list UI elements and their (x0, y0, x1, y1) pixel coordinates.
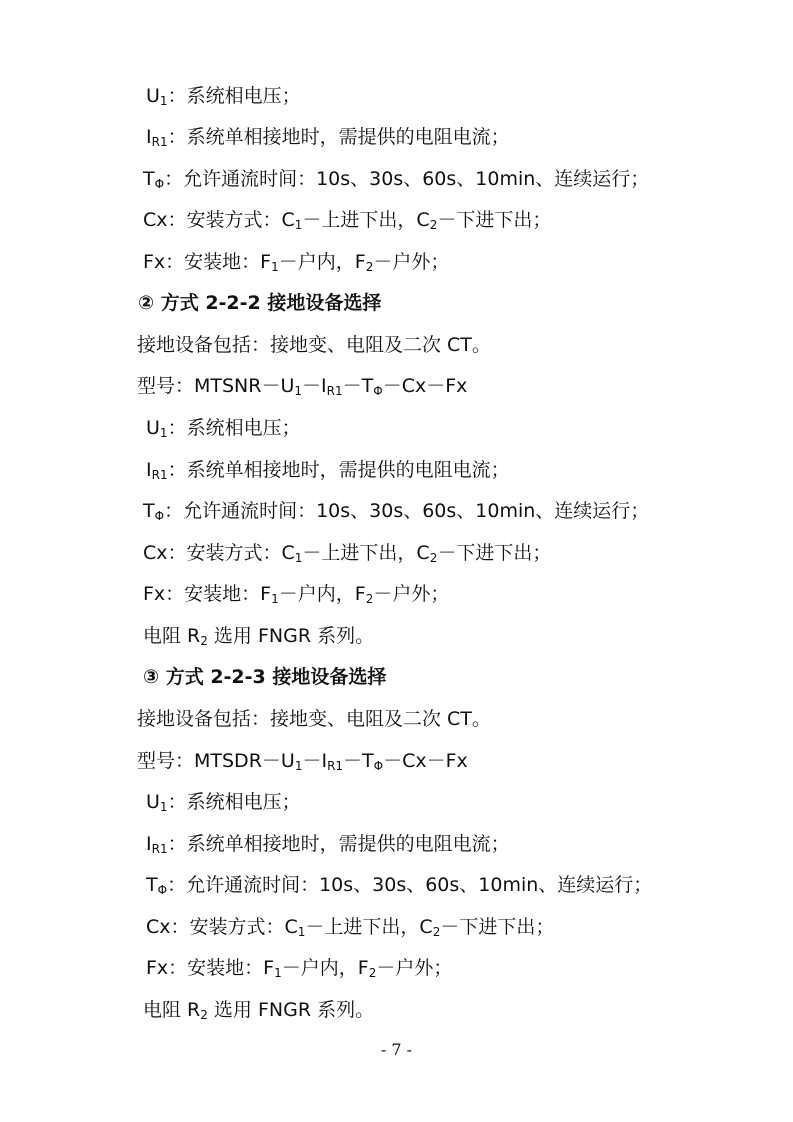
u1-definition: $U_1$：系统相电压； (146, 417, 301, 440)
section-heading-2-2-3: ③ 方式 2-2-3 接地设备选择 (143, 666, 387, 688)
tphi-definition: $T_\Phi$：允许通流时间：10s、30s、60s、10min、连续运行； (143, 500, 650, 523)
u1-definition: $U_1$：系统相电压； (146, 791, 301, 814)
cx-definition: Cx：安装方式：$C_1-$上进下出，$C_2-$下进下出； (143, 542, 552, 565)
fx-definition: Fx：安装地：$F_1-$户内，$F_2-$户外； (143, 583, 450, 606)
equipment-intro: 接地设备包括：接地变、电阻及二次 CT。 (137, 334, 491, 356)
fx-definition: Fx：安装地：$F_1-$户内，$F_2-$户外； (143, 251, 450, 274)
model-number: 型号：$MTSNR-U_1-I_{R1}-T_\Phi-Cx-Fx$ (137, 375, 468, 398)
fx-definition: Fx：安装地：$F_1-$户内，$F_2-$户外； (146, 957, 453, 980)
ir1-definition: $I_{R1}$：系统单相接地时，需提供的电阻电流； (146, 126, 510, 149)
cx-definition: Cx：安装方式：$C_1-$上进下出，$C_2-$下进下出； (143, 209, 552, 232)
model-number: 型号：$MTSDR-U_1-I_{R1}-T_\Phi-Cx-Fx$ (137, 750, 468, 773)
ir1-definition: $I_{R1}$：系统单相接地时，需提供的电阻电流； (146, 833, 510, 856)
cx-definition: Cx：安装方式：$C_1-$上进下出，$C_2-$下进下出； (146, 916, 555, 939)
ir1-definition: $I_{R1}$：系统单相接地时，需提供的电阻电流； (146, 459, 510, 482)
tphi-definition: $T_\Phi$：允许通流时间：10s、30s、60s、10min、连续运行； (146, 874, 653, 897)
resistor-note: 电阻 $R_2$ 选用 FNGR 系列。 (143, 625, 375, 648)
u1-definition: $U_1$：系统相电压； (146, 85, 301, 108)
equipment-intro: 接地设备包括：接地变、电阻及二次 CT。 (137, 708, 491, 730)
tphi-definition: $T_\Phi$：允许通流时间：10s、30s、60s、10min、连续运行； (143, 168, 650, 191)
page-number: - 7 - (380, 1040, 413, 1059)
resistor-note: 电阻 $R_2$ 选用 FNGR 系列。 (143, 999, 375, 1022)
section-heading-2-2-2: ② 方式 2-2-2 接地设备选择 (138, 292, 382, 314)
